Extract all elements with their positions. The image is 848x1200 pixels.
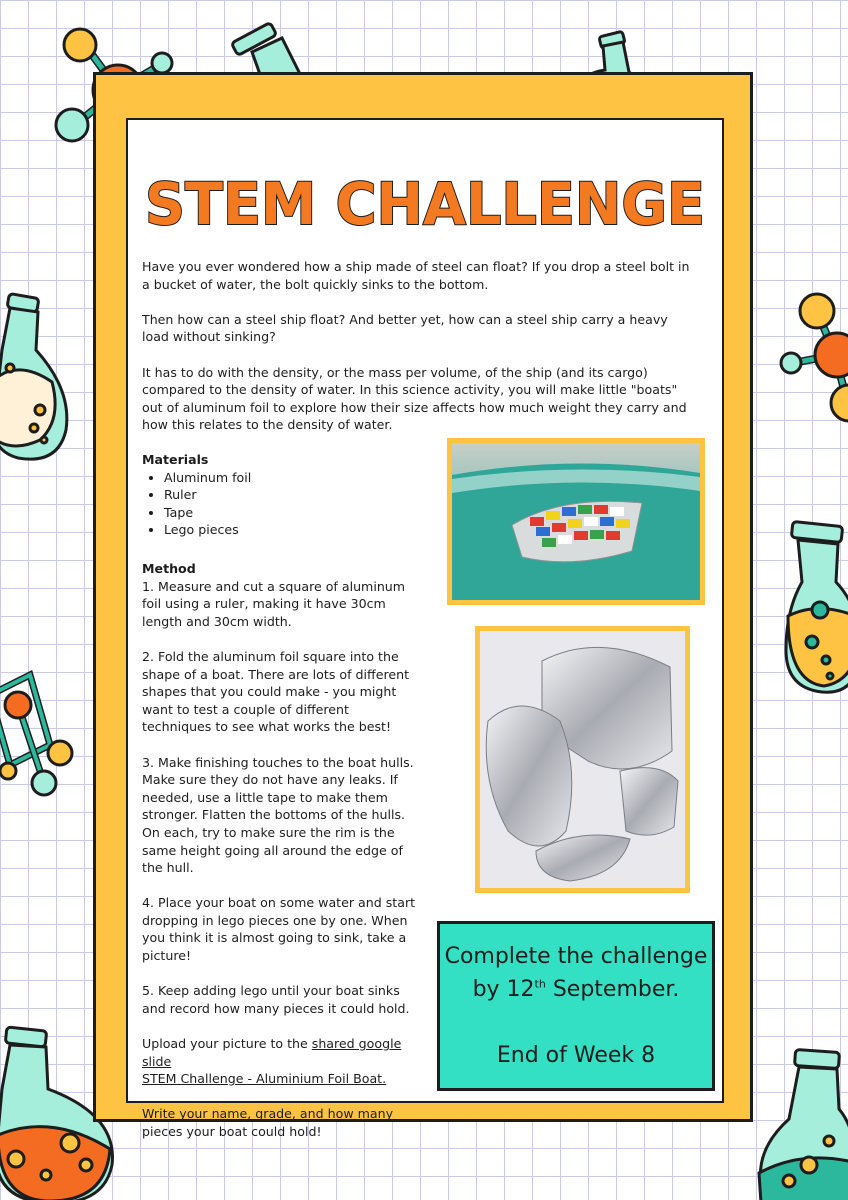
final-instructions: Write your name, grade, and how many pieces your boat could hold! bbox=[142, 1106, 394, 1139]
callout-line-3: End of Week 8 bbox=[496, 1043, 656, 1068]
intro-text bbox=[142, 258, 690, 434]
svg-text:STEM CHALLENGE: STEM CHALLENGE bbox=[145, 170, 705, 238]
intro-paragraph-3: It has to do with the density, or the mass per volume, of the ship (and its cargo) compared to the density of water. In this science activity, you will make little "boats" out of aluminum foil to explore how their size affects how much weight they carry and how this relates to the density of water. bbox=[142, 364, 687, 433]
materials-item: • Tape bbox=[164, 504, 422, 522]
upload-prefix: Upload your picture to the bbox=[142, 1036, 312, 1052]
method-step-4: 4. Place your boat on some water and start dropping in lego pieces one by one. When you think it is almost going to sink, take a picture! bbox=[142, 895, 416, 964]
flask-decoration-right-middle bbox=[780, 520, 848, 700]
callout-line-2: by 12th September. bbox=[472, 977, 680, 1002]
method-section bbox=[142, 560, 418, 1141]
stem-challenge-link[interactable]: STEM Challenge - Aluminium Foil Boat. bbox=[142, 1071, 387, 1087]
flask-decoration-left bbox=[0, 290, 80, 470]
page-title bbox=[126, 160, 724, 250]
method-step-2: 2. Fold the aluminum foil square into the shape of a boat. There are lots of different shapes that you could make - you might want to test a couple of different techniques to see what works the best! bbox=[142, 648, 410, 735]
molecule-decoration-right bbox=[775, 285, 848, 425]
deadline-callout bbox=[437, 921, 715, 1091]
method-step-3: 3. Make finishing touches to the boat hulls. Make sure they do not have any leaks. If needed, use a little tape to make them stronger. Flatten the bottoms of the hulls. On each, try to make sure the rim is the same height going all around the edge of the hull. bbox=[142, 754, 414, 876]
method-step-5: 5. Keep adding lego until your boat sinks and record how many pieces it could hold. bbox=[142, 983, 410, 1016]
materials-section bbox=[142, 451, 422, 539]
upload-instructions bbox=[142, 1035, 418, 1088]
callout-line-1: Complete the challenge bbox=[444, 944, 708, 969]
intro-paragraph-2: Then how can a steel ship float? And better yet, how can a steel ship carry a heavy load without sinking? bbox=[142, 311, 668, 345]
intro-paragraph-1: Have you ever wondered how a ship made of steel can float? If you drop a steel bolt in a bucket of water, the bolt quickly sinks to the bottom. bbox=[142, 259, 690, 292]
shared-slide-link[interactable]: shared google slide bbox=[142, 1036, 402, 1069]
method-heading: Method bbox=[142, 561, 196, 576]
materials-list bbox=[142, 469, 422, 539]
materials-item: • Ruler bbox=[164, 486, 422, 504]
materials-item: • Lego pieces bbox=[164, 521, 422, 539]
materials-item: • Aluminum foil bbox=[164, 469, 422, 487]
boat-lego-photo bbox=[447, 438, 705, 605]
method-step-1: 1. Measure and cut a square of aluminum foil using a ruler, making it have 30cm length and 30cm width. bbox=[142, 578, 406, 629]
flask-decoration-bottom-right bbox=[745, 1045, 848, 1200]
materials-heading: Materials bbox=[142, 452, 209, 467]
foil-boats-photo bbox=[475, 626, 690, 893]
cube-molecule-decoration-left bbox=[0, 665, 80, 805]
